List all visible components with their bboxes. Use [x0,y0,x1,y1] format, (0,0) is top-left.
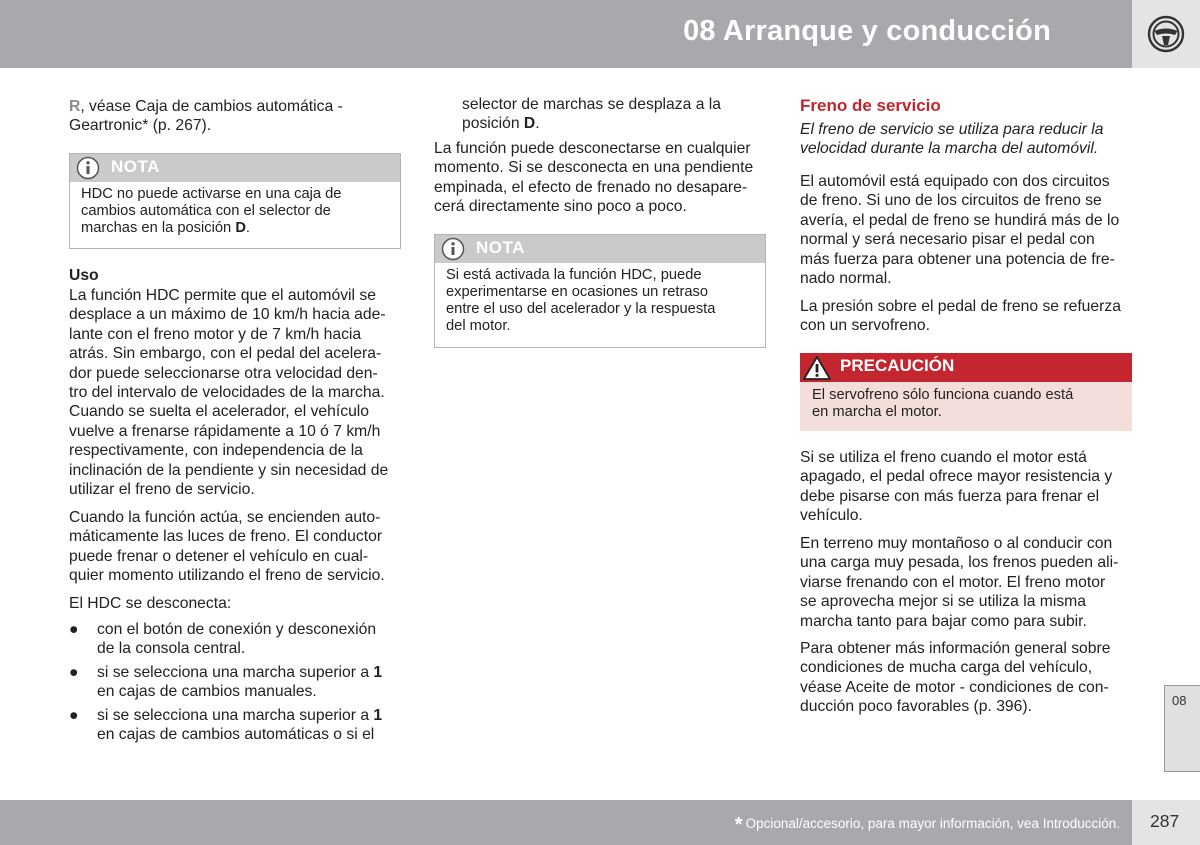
intro-text: , véase Caja de cambios automática - Geartronic* (p. 267). [69,98,343,135]
text-line: marcha tanto para bajar como para subir. [800,612,1087,630]
text-line: La función HDC permite que el automóvil se [69,287,376,304]
text-line: El freno de servicio se utiliza para reducir la [800,121,1104,138]
text-line: velocidad durante la marcha del automóvil. [800,140,1099,158]
footer-bar [0,800,1132,845]
text-line: El servofreno sólo funciona cuando está [812,387,1074,403]
note-bold-d: D [235,220,246,236]
info-icon [76,156,100,180]
note-label: NOTA [111,157,160,176]
note-header [70,154,400,182]
text-line: Para obtener más información general sobre [800,640,1111,657]
paragraph-motor-apagado [800,448,1140,526]
intro-paragraph [69,97,403,136]
note-text: HDC no puede activarse en una caja de cambios automática con el selector de marchas en la posición [81,186,342,236]
chapter-tab [1164,685,1200,772]
paragraph-luces-freno [69,508,409,586]
note-label: NOTA [476,238,525,257]
bullet-dot-icon: ● [69,664,79,681]
note-header [435,235,765,263]
bullet-bold: 1 [373,707,383,724]
text-line: vehículo. [800,507,863,525]
bullet-line: de la consola central. [97,640,246,658]
text-line: nado normal. [800,270,892,288]
text-line: avería, el pedal de freno se hundirá más de lo [800,211,1120,229]
paragraph-servofreno [800,297,1140,336]
text-line: tro del intervalo de velocidades de la marcha. [69,384,385,402]
bullet-item [69,706,409,746]
text-line: inclinación de la pendiente y sin necesidad de [69,461,389,479]
continuation-suffix: . [535,115,540,133]
bullet-dot-icon: ● [69,707,79,724]
text-line: Si está activada la función HDC, puede [446,267,702,283]
text-line: viarse frenando con el motor. El freno motor [800,573,1106,591]
note-box-2 [434,234,766,348]
bullet-line: en cajas de cambios manuales. [97,683,317,701]
text-line: lante con el freno motor y de 7 km/h hacia [69,325,362,343]
text-line: La función puede desconectarse en cualquier [434,140,751,157]
footer-note-text: Opcional/accesorio, para mayor información, vea Introducción. [745,816,1120,831]
bullet-dot-icon: ● [69,621,79,638]
bullet-text [97,663,382,702]
info-icon [441,237,465,261]
text-line: ducción poco favorables (p. 396). [800,698,1032,716]
text-line: apagado, el pedal ofrece mayor resistencia y [800,468,1113,486]
text-line: del motor. [446,318,511,334]
text-line: Cuando la función actúa, se encienden auto- [69,509,381,526]
text-line: condiciones de mucha carga del vehículo, [800,659,1093,677]
bullet-line: si se selecciona una marcha superior a [97,664,374,681]
text-line: se aprovecha mejor si se utiliza la misma [800,593,1086,611]
gear-r-label: R [69,98,81,115]
warning-header [800,353,1132,382]
warning-label: PRECAUCIÓN [840,356,955,375]
intro-italic [800,120,1140,159]
text-line: con un servofreno. [800,317,930,335]
text-line: momento. Si se desconecta en una pendiente [434,159,754,177]
continuation-line: posición [462,115,524,133]
chapter-icon-box [1132,0,1200,68]
text-line: normal y será necesario pisar el pedal con [800,231,1095,249]
page-number: 287 [1150,811,1180,831]
section-heading-freno: Freno de servicio [800,96,941,115]
note-suffix: . [245,220,251,236]
text-line: respectivamente, con independencia de la [69,442,363,460]
bullet-text [97,620,376,659]
continuation-line: selector de marchas se desplaza a la [462,96,721,113]
text-line: más fuerza para obtener una potencia de fre- [800,250,1115,268]
chapter-tab-label: 08 [1172,693,1187,708]
text-line: En terreno muy montañoso o al conducir con [800,535,1113,552]
text-line: empinada, el efecto de frenado no desapare- [434,178,748,196]
text-line: quier momento utilizando el freno de servicio. [69,567,385,585]
bullet-line: si se selecciona una marcha superior a [97,707,374,724]
text-line: de freno. Si uno de los circuitos de freno se [800,192,1102,210]
paragraph-desconecta: El HDC se desconecta: [69,595,232,612]
text-line: La presión sobre el pedal de freno se refuerza [800,298,1121,315]
bullet-continuation [462,95,772,134]
paragraph-circuitos [800,172,1140,288]
text-line: máticamente las luces de freno. El conductor [69,528,383,546]
chapter-title: 08 Arranque y conducción [683,15,1051,47]
warning-box [800,353,1132,431]
page-number-box [1132,800,1200,845]
text-line: utilizar el freno de servicio. [69,481,255,499]
paragraph-desconectarse [434,139,774,217]
note-body [70,182,400,245]
text-line: puede frenar o detener el vehículo en cual- [69,547,369,565]
text-line: atrás. Sin embargo, con el pedal del acelera- [69,345,382,363]
text-line: una carga muy pesada, los frenos pueden ali- [800,554,1119,572]
note-body [435,263,765,343]
continuation-bold: D [523,115,536,133]
footer-asterisk: * [734,814,743,836]
steering-wheel-icon [1147,15,1185,53]
footer-note [735,814,1120,837]
bullet-bold: 1 [373,664,383,681]
text-line: entre el uso del acelerador y la respuesta [446,301,716,317]
text-line: cerá directamente sino poco a poco. [434,198,687,216]
warning-body [800,382,1132,431]
paragraph-terreno [800,534,1140,631]
text-line: en marcha el motor. [812,404,942,420]
bullet-line: en cajas de cambios automáticas o si el [97,726,375,744]
text-line: Si se utiliza el freno cuando el motor está [800,449,1087,466]
bullet-item [69,663,409,703]
text-line: dor puede seleccionarse otra velocidad den- [69,364,378,382]
paragraph-mas-informacion [800,639,1140,717]
text-line: debe pisarse con más fuerza para frenar el [800,487,1100,505]
bullet-text [97,706,382,745]
paragraph-uso [69,286,409,499]
note-box-1 [69,153,401,249]
text-line: Cuando se suelta el acelerador, el vehículo [69,403,369,421]
warning-triangle-icon [802,355,832,381]
heading-uso: Uso [69,267,99,284]
text-line: desplace a un máximo de 10 km/h hacia ade- [69,306,386,324]
chapter-header-bar [0,0,1132,68]
text-line: El automóvil está equipado con dos circuitos [800,173,1110,190]
bullet-line: con el botón de conexión y desconexión [97,621,377,638]
text-line: vuelve a frenarse rápidamente a 10 ó 7 km/h [69,422,381,440]
text-line: experimentarse en ocasiones un retraso [446,284,709,300]
text-line: véase Aceite de motor - condiciones de con- [800,678,1109,696]
bullet-item [69,620,409,660]
